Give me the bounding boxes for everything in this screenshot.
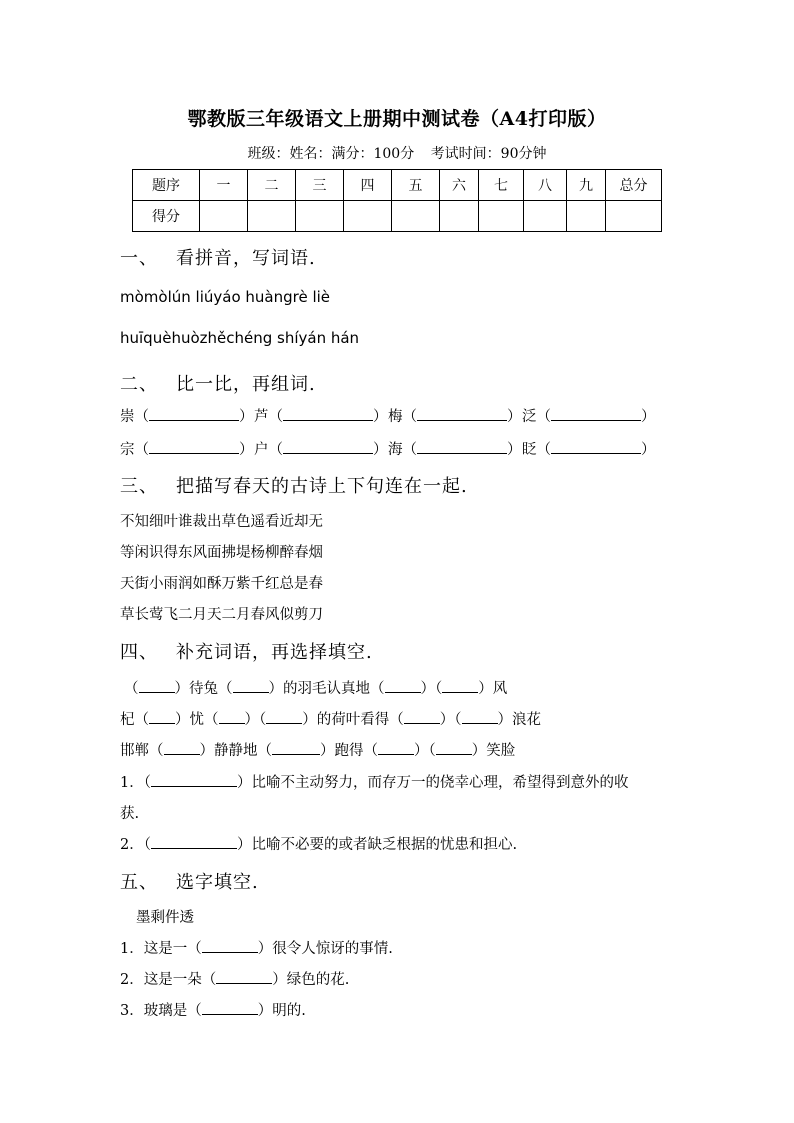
text-fragment: ）比喻不必要的或者缺乏根据的忧患和担心. bbox=[236, 837, 518, 853]
compare-char: 宗 bbox=[120, 442, 135, 458]
text-fragment: ）（ bbox=[420, 681, 443, 697]
answer-blank[interactable] bbox=[417, 439, 507, 454]
idiom-question-1-cont: 获. bbox=[120, 806, 140, 822]
section-3-title: 把描写春天的古诗上下句连在一起. bbox=[176, 476, 468, 497]
score-header-cell: 一 bbox=[200, 170, 248, 201]
score-cell[interactable] bbox=[392, 201, 440, 232]
poem-line: 天街小雨润如酥万紫千红总是春 bbox=[120, 576, 323, 592]
section-4-number: 四、 bbox=[120, 642, 158, 663]
answer-blank[interactable] bbox=[436, 740, 472, 755]
fill-question-2 bbox=[120, 968, 349, 989]
score-header-row bbox=[133, 170, 662, 201]
compare-char: 海 bbox=[388, 442, 403, 458]
compare-char: 户 bbox=[254, 442, 269, 458]
section-4-heading bbox=[120, 638, 373, 664]
answer-blank[interactable] bbox=[551, 406, 641, 421]
text-fragment: ）浪花 bbox=[497, 712, 541, 728]
fill-question-1 bbox=[120, 937, 393, 958]
compare-char: 梅 bbox=[388, 409, 403, 425]
answer-blank[interactable] bbox=[551, 439, 641, 454]
score-header-cell: 八 bbox=[524, 170, 567, 201]
score-cell[interactable] bbox=[344, 201, 392, 232]
poem-line: 等闲识得东风面拂堤杨柳醉春烟 bbox=[120, 545, 323, 561]
score-table bbox=[132, 169, 662, 232]
section-5-number: 五、 bbox=[120, 872, 158, 893]
answer-blank[interactable] bbox=[149, 709, 175, 724]
idiom-line-2 bbox=[120, 708, 541, 729]
text-fragment: ）（ bbox=[244, 712, 267, 728]
compare-item: 芦（ ） bbox=[254, 405, 388, 426]
answer-blank[interactable] bbox=[149, 439, 239, 454]
score-header-cell: 四 bbox=[344, 170, 392, 201]
text-fragment: ）的羽毛认真地（ bbox=[268, 681, 385, 697]
answer-blank[interactable] bbox=[283, 406, 373, 421]
score-header-cell: 五 bbox=[392, 170, 440, 201]
answer-blank[interactable] bbox=[233, 678, 269, 693]
score-header-cell: 三 bbox=[296, 170, 344, 201]
text-fragment: 2．（ bbox=[120, 837, 151, 853]
compare-row-2 bbox=[120, 438, 656, 459]
score-cell[interactable] bbox=[248, 201, 296, 232]
text-fragment: ）比喻不主动努力，而存万一的侥幸心理，希望得到意外的收 bbox=[236, 775, 629, 791]
score-header-cell: 六 bbox=[440, 170, 479, 201]
score-cell[interactable] bbox=[296, 201, 344, 232]
text-fragment: ）忧（ bbox=[175, 712, 219, 728]
answer-blank[interactable] bbox=[151, 834, 237, 849]
score-header-cell: 九 bbox=[567, 170, 606, 201]
pinyin-line-2: huīquèhuòzhěchéng shíyán hán bbox=[120, 329, 360, 347]
text-fragment: （ bbox=[124, 681, 139, 697]
answer-blank[interactable] bbox=[202, 938, 258, 953]
text-fragment: ）（ bbox=[414, 743, 436, 759]
section-3-heading bbox=[120, 472, 468, 498]
compare-row-1 bbox=[120, 405, 656, 426]
text-fragment: ）风 bbox=[478, 681, 508, 697]
idiom-question-1 bbox=[120, 771, 628, 792]
answer-blank[interactable] bbox=[462, 709, 498, 724]
section-3-number: 三、 bbox=[120, 476, 158, 497]
section-1-number: 一、 bbox=[120, 248, 158, 269]
student-fields: 班级：姓名：满分：100分 bbox=[247, 146, 415, 162]
score-header-cell: 七 bbox=[479, 170, 524, 201]
score-row bbox=[133, 201, 662, 232]
section-1-title: 看拼音，写词语. bbox=[176, 248, 316, 269]
text-fragment: 3．玻璃是（ bbox=[120, 1003, 202, 1019]
answer-blank[interactable] bbox=[151, 772, 237, 787]
answer-blank[interactable] bbox=[378, 740, 414, 755]
text-fragment: ）明的. bbox=[257, 1003, 306, 1019]
compare-item: 宗（ ） bbox=[120, 438, 254, 459]
score-row-label: 得分 bbox=[133, 201, 200, 232]
text-fragment: 2．这是一朵（ bbox=[120, 972, 217, 988]
answer-blank[interactable] bbox=[272, 740, 320, 755]
text-fragment: ）（ bbox=[439, 712, 462, 728]
exam-time: 考试时间：90分钟 bbox=[430, 146, 547, 162]
compare-char: 崇 bbox=[120, 409, 135, 425]
answer-blank[interactable] bbox=[219, 709, 245, 724]
score-cell[interactable] bbox=[440, 201, 479, 232]
score-cell[interactable] bbox=[200, 201, 248, 232]
compare-char: 眨 bbox=[522, 442, 537, 458]
fill-question-3 bbox=[120, 999, 306, 1020]
text-fragment: 1．这是一（ bbox=[120, 941, 202, 957]
answer-blank[interactable] bbox=[202, 1000, 258, 1015]
text-fragment: 杞（ bbox=[120, 712, 149, 728]
idiom-question-2 bbox=[120, 833, 517, 854]
answer-blank[interactable] bbox=[385, 678, 421, 693]
answer-blank[interactable] bbox=[404, 709, 440, 724]
compare-item: 泛（ ） bbox=[522, 405, 656, 426]
exam-title: 鄂教版三年级语文上册期中测试卷（A4打印版） bbox=[187, 108, 607, 130]
answer-blank[interactable] bbox=[442, 678, 478, 693]
score-cell[interactable] bbox=[567, 201, 606, 232]
section-1-heading bbox=[120, 244, 316, 270]
text-fragment: 邯郸（ bbox=[120, 743, 164, 759]
text-fragment: ）跑得（ bbox=[320, 743, 378, 759]
poem-line: 不知细叶谁裁出草色遥看近却无 bbox=[120, 514, 323, 530]
section-2-number: 二、 bbox=[120, 374, 158, 395]
text-fragment: ）很令人惊讶的事情. bbox=[257, 941, 393, 957]
idiom-line-1 bbox=[124, 677, 507, 698]
score-cell[interactable] bbox=[606, 201, 662, 232]
compare-item: 崇（ ） bbox=[120, 405, 254, 426]
answer-blank[interactable] bbox=[283, 439, 373, 454]
answer-blank[interactable] bbox=[216, 969, 272, 984]
text-fragment: 1．（ bbox=[120, 775, 151, 791]
text-fragment: ）笑脸 bbox=[471, 743, 516, 759]
section-2-heading bbox=[120, 370, 316, 396]
section-4-title: 补充词语，再选择填空. bbox=[176, 642, 373, 663]
idiom-line-3 bbox=[120, 739, 515, 760]
answer-blank[interactable] bbox=[417, 406, 507, 421]
compare-item: 眨（ ） bbox=[522, 438, 656, 459]
compare-item: 海（ ） bbox=[388, 438, 522, 459]
answer-blank[interactable] bbox=[149, 406, 239, 421]
section-2-title: 比一比，再组词. bbox=[176, 374, 316, 395]
score-header-cell: 题序 bbox=[133, 170, 200, 201]
answer-blank[interactable] bbox=[266, 709, 302, 724]
text-fragment: ）待兔（ bbox=[174, 681, 233, 697]
score-cell[interactable] bbox=[479, 201, 524, 232]
compare-char: 泛 bbox=[522, 409, 537, 425]
compare-item: 梅（ ） bbox=[388, 405, 522, 426]
compare-char: 芦 bbox=[254, 409, 269, 425]
answer-blank[interactable] bbox=[139, 678, 175, 693]
section-5-title: 选字填空. bbox=[176, 872, 259, 893]
poem-line: 草长莺飞二月天二月春风似剪刀 bbox=[120, 607, 323, 623]
pinyin-line-1: mòmòlún liúyáo huàngrè liè bbox=[120, 288, 331, 306]
section-5-heading bbox=[120, 868, 259, 894]
score-header-cell: 总分 bbox=[606, 170, 662, 201]
score-cell[interactable] bbox=[524, 201, 567, 232]
exam-info bbox=[0, 143, 794, 163]
answer-blank[interactable] bbox=[164, 740, 200, 755]
text-fragment: ）绿色的花. bbox=[272, 972, 350, 988]
score-header-cell: 二 bbox=[248, 170, 296, 201]
character-options: 墨剩件透 bbox=[136, 910, 194, 926]
text-fragment: ）的荷叶看得（ bbox=[302, 712, 404, 728]
text-fragment: ）静静地（ bbox=[199, 743, 272, 759]
compare-item: 户（ ） bbox=[254, 438, 388, 459]
